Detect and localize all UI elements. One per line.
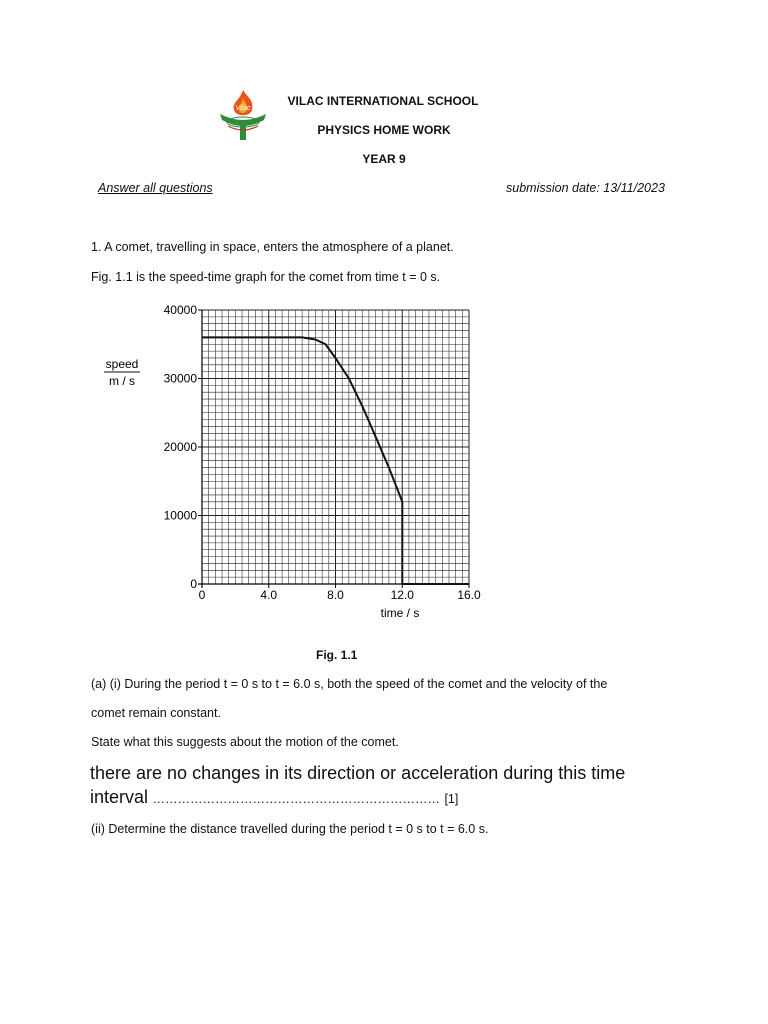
y-axis-label-unit: m / s: [109, 374, 135, 388]
y-axis-label-quantity: speed: [105, 357, 139, 371]
x-tick-label: 4.0: [260, 588, 278, 602]
logo-text: Vilac: [235, 105, 251, 112]
answer-dots: ……………………………………………………………: [152, 792, 440, 806]
y-tick-label: 20000: [163, 440, 197, 454]
figure-reference: Fig. 1.1 is the speed-time graph for the comet from time t = 0 s.: [91, 270, 441, 284]
answer-line2: interval: [90, 787, 149, 807]
answer-line2-row: [90, 787, 458, 808]
x-axis-label: time / s: [380, 606, 420, 620]
part-a-i-line1: (a) (i) During the period t = 0 s to t = 6.0 s, both the speed of the comet and the velocity of the: [91, 677, 608, 691]
part-a-i-line2: comet remain constant.: [91, 706, 221, 720]
part-a-ii: (ii) Determine the distance travelled during the period t = 0 s to t = 6.0 s.: [91, 822, 489, 836]
y-tick-label: 0: [190, 577, 197, 591]
x-tick-label: 8.0: [327, 588, 344, 602]
answer-line1: there are no changes in its direction or acceleration during this time: [90, 763, 626, 783]
x-tick-label: 12.0: [390, 588, 414, 602]
submission-date: submission date: 13/11/2023: [506, 181, 665, 195]
figure-caption: Fig. 1.1: [316, 648, 358, 662]
y-tick-label: 10000: [163, 508, 197, 523]
mark-allocation: [1]: [444, 792, 459, 806]
part-a-i-prompt: State what this suggests about the motion of the comet.: [91, 735, 399, 749]
question-intro: 1. A comet, travelling in space, enters the atmosphere of a planet.: [91, 240, 454, 254]
school-logo: [214, 86, 272, 146]
x-tick-label: 16.0: [457, 588, 481, 602]
instructions-left: Answer all questions: [98, 181, 213, 195]
y-tick-label: 40000: [163, 303, 197, 317]
x-tick-label: 0: [198, 588, 206, 602]
speed-time-graph: [96, 296, 496, 626]
y-tick-label: 30000: [163, 371, 197, 386]
chart-grid: [202, 310, 469, 584]
chart-axes: [198, 310, 469, 588]
